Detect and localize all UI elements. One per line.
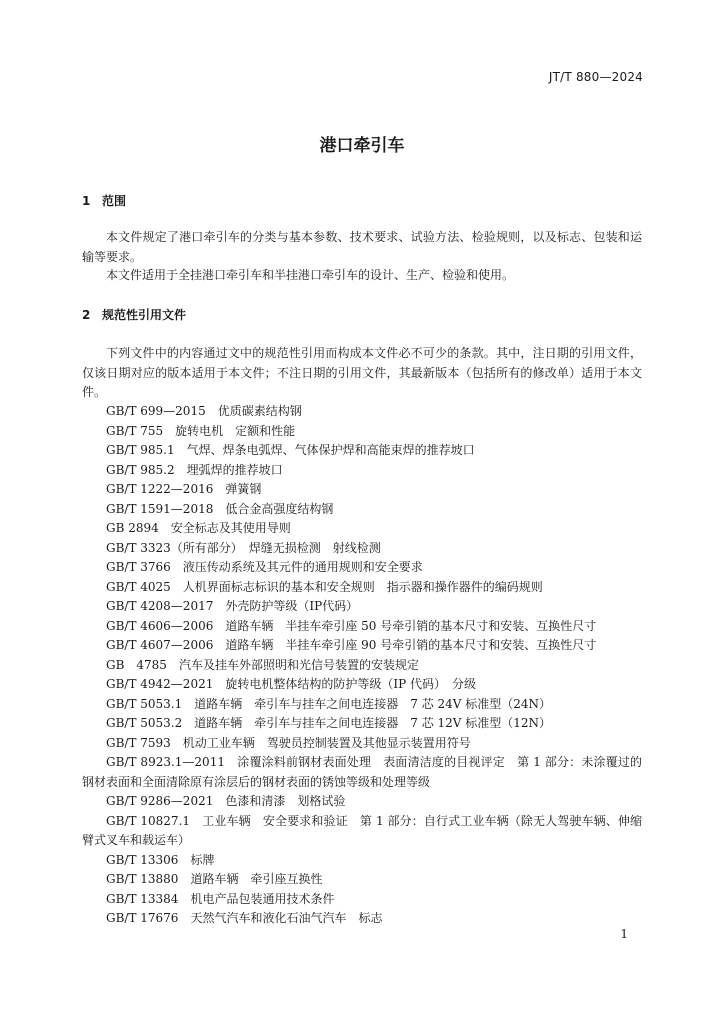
ref-item: GB/T 4208—2017 外壳防护等级（IP代码） — [106, 599, 359, 613]
section-1-heading — [82, 192, 126, 209]
ref-item: GB/T 7593 机动工业车辆 驾驶员控制装置及其他显示装置用符号 — [106, 735, 471, 750]
section-1-number: 1 — [82, 194, 91, 208]
ref-item: GB/T 3323（所有部分） 焊缝无损检测 射线检测 — [106, 540, 381, 555]
section-2-heading — [82, 306, 186, 323]
section-2-number: 2 — [82, 308, 91, 322]
ref-item: GB 4785 汽车及挂车外部照明和光信号装置的安装规定 — [106, 657, 419, 672]
section-2-title: 规范性引用文件 — [102, 308, 187, 322]
ref-item: GB/T 985.2 埋弧焊的推荐坡口 — [106, 462, 283, 477]
standard-code: JT/T 880—2024 — [548, 70, 643, 84]
document-title: 港口牵引车 — [319, 136, 405, 156]
ref-item: GB/T 985.1 气焊、焊条电弧焊、气体保护焊和高能束焊的推荐坡口 — [106, 443, 475, 457]
ref-item: GB/T 9286—2021 色漆和清漆 划格试验 — [106, 794, 346, 808]
scope-paragraph-1: 本文件规定了港口牵引车的分类与基本参数、技术要求、试验方法、检验规则，以及标志、包装和运输等要求。 — [82, 230, 642, 264]
ref-item: GB/T 4942—2021 旋转电机整体结构的防护等级（IP 代码） 分级 — [106, 677, 476, 691]
ref-item: GB/T 3766 液压传动系统及其元件的通用规则和安全要求 — [106, 560, 423, 574]
scope-paragraph-2: 本文件适用于全挂港口牵引车和半挂港口牵引车的设计、生产、检验和使用。 — [106, 268, 515, 282]
page-number: 1 — [620, 927, 628, 941]
ref-item: GB/T 13880 道路车辆 牵引座互换性 — [106, 872, 323, 886]
ref-item: GB/T 13384 机电产品包装通用技术条件 — [106, 891, 335, 906]
ref-item: GB/T 17676 天然气汽车和液化石油气汽车 标志 — [106, 911, 383, 925]
ref-item: GB/T 4606—2006 道路车辆 半挂车牵引座 50 号牵引销的基本尺寸和安装、互换性尺寸 — [106, 618, 597, 633]
ref-item: GB/T 1222—2016 弹簧钢 — [106, 482, 262, 496]
section-1-title: 范围 — [102, 194, 127, 208]
ref-item-wrapped: GB/T 8923.1—2011 涂覆涂料前钢材表面处理 表面清洁度的目视评定 第 1 部分：未涂覆过的钢材表面和全面清除原有涂层后的钢材表面的锈蚀等级和处理等级 — [82, 755, 642, 789]
ref-item-wrapped: GB/T 10827.1 工业车辆 安全要求和验证 第 1 部分：自行式工业车辆（除无人驾驶车辆、伸缩臂式叉车和载运车） — [82, 813, 642, 847]
ref-item: GB/T 13306 标牌 — [106, 852, 215, 867]
ref-item: GB/T 5053.1 道路车辆 牵引车与挂车之间电连接器 7 芯 24V 标准型（24N） — [106, 696, 552, 711]
ref-item: GB/T 5053.2 道路车辆 牵引车与挂车之间电连接器 7 芯 12V 标准型（12N） — [106, 716, 552, 730]
normative-refs-intro: 下列文件中的内容通过文中的规范性引用而构成本文件必不可少的条款。其中，注日期的引用文件，仅该日期对应的版本适用于本文件；不注日期的引用文件，其最新版本（包括所有的修改单）适用于本文件。 — [82, 346, 642, 399]
ref-item: GB 2894 安全标志及其使用导则 — [106, 521, 291, 535]
ref-item: GB/T 755 旋转电机 定额和性能 — [106, 423, 296, 438]
ref-item: GB/T 1591—2018 低合金高强度结构钢 — [106, 501, 334, 516]
ref-item: GB/T 4607—2006 道路车辆 半挂车牵引座 90 号牵引销的基本尺寸和安装、互换性尺寸 — [106, 638, 597, 652]
ref-item: GB/T 699—2015 优质碳素结构钢 — [106, 404, 302, 418]
ref-item: GB/T 4025 人机界面标志标识的基本和安全规则 指示器和操作器件的编码规则 — [106, 579, 543, 594]
